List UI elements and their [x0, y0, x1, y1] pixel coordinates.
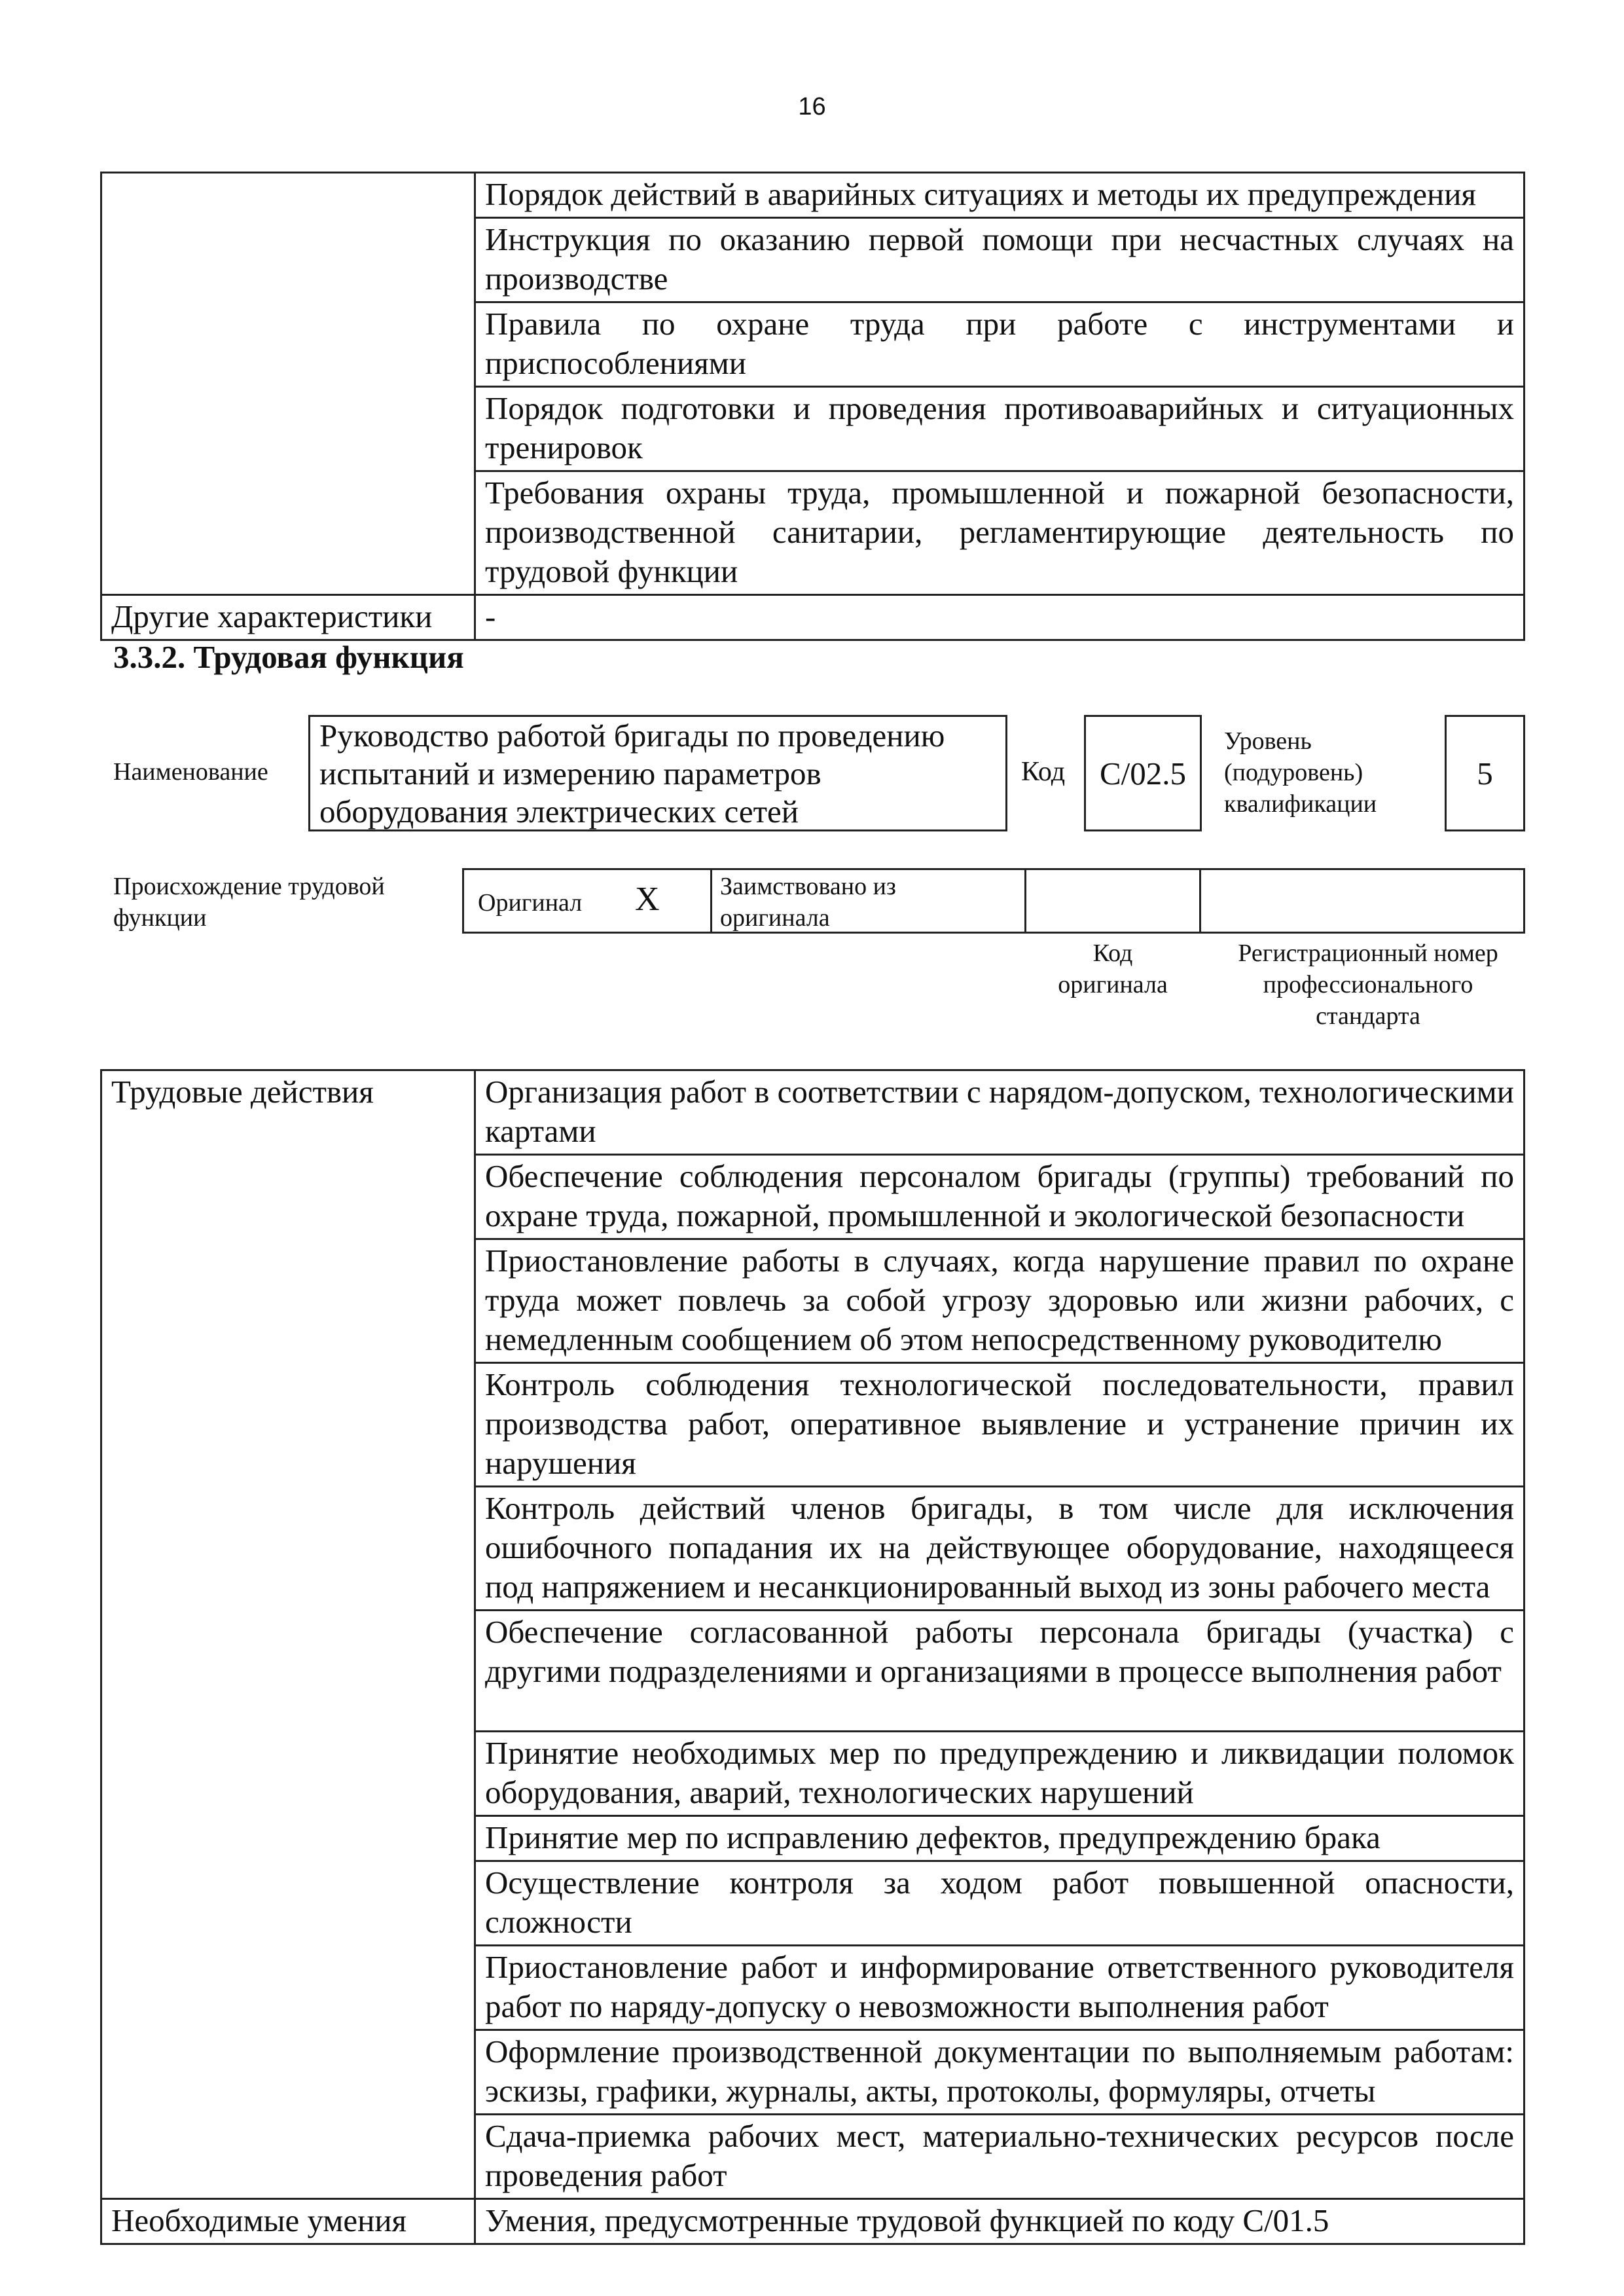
table-row: Оформление производственной документации по выполняемым работам: эскизы, графики, журналы, акты, протоколы, формуляры, отчеты [475, 2030, 1525, 2115]
code-label: Код [1021, 757, 1066, 787]
table-row: Порядок действий в аварийных ситуациях и методы их предупреждения [475, 173, 1525, 218]
actions-label: Трудовые действия [101, 1070, 475, 2199]
page-number: 16 [798, 93, 826, 120]
table-row: Инструкция по оказанию первой помощи при несчастных случаях на производстве [475, 218, 1525, 302]
origin-divider [710, 868, 712, 934]
reg-number-caption: Регистрационный номер профессионального стандарта [1238, 939, 1498, 1030]
table-row: Требования охраны труда, промышленной и пожарной безопасности, производственной санитарии, регламентирующие деятельность по трудовой функции [475, 471, 1525, 595]
other-characteristics-value: - [475, 595, 1525, 640]
origin-divider [1024, 868, 1026, 934]
function-name-value: Руководство работой бригады по проведению испытаний и измерению параметров оборудования электрических сетей [319, 718, 945, 829]
name-label: Наименование [113, 758, 268, 786]
labor-actions-table [100, 1069, 1525, 2245]
table-row: Порядок подготовки и проведения противоаварийных и ситуационных тренировок [475, 387, 1525, 471]
skills-value: Умения, предусмотренные трудовой функцией по коду С/01.5 [475, 2199, 1525, 2244]
table-row: Контроль действий членов бригады, в том числе для исключения ошибочного попадания их на действующее оборудование, находящееся под напряжением и несанкционированный выход из зоны рабочего места [475, 1487, 1525, 1611]
table-row: Контроль соблюдения технологической последовательности, правил производства работ, оперативное выявление и устранение причин их нарушения [475, 1363, 1525, 1487]
knowledge-table-continuation [100, 172, 1525, 641]
table-row: Приостановление работ и информирование ответственного руководителя работ по наряду-допуску о невозможности выполнения работ [475, 1946, 1525, 2030]
function-name-box [308, 715, 1007, 831]
table-row: Правила по охране труда при работе с инструментами и приспособлениями [475, 302, 1525, 387]
table-row: Обеспечение соблюдения персоналом бригады (группы) требований по охране труда, пожарной, промышленной и экологической безопасности [475, 1155, 1525, 1239]
table-row: Организация работ в соответствии с нарядом-допуском, технологическими картами [475, 1070, 1525, 1155]
table-row: Обеспечение согласованной работы персонала бригады (участка) с другими подразделениями и организациями в процессе выполнения работ [475, 1611, 1525, 1732]
skills-label: Необходимые умения [101, 2199, 475, 2244]
table-row: Приостановление работы в случаях, когда нарушение правил по охране труда может повлечь за собой угрозу здоровью или жизни рабочих, с немедленным сообщением об этом непосредственному руководителю [475, 1239, 1525, 1363]
table-row: Осуществление контроля за ходом работ повышенной опасности, сложности [475, 1861, 1525, 1946]
section-title: 3.3.2. Трудовая функция [113, 639, 464, 675]
code-value: С/02.5 [1084, 715, 1202, 831]
code-original-caption: Код оригинала [1058, 939, 1168, 998]
origin-divider [1199, 868, 1201, 934]
original-mark: X [635, 881, 660, 918]
table-row: Принятие необходимых мер по предупреждению и ликвидации поломок оборудования, аварий, технологических нарушений [475, 1732, 1525, 1816]
table-row: Принятие мер по исправлению дефектов, предупреждению брака [475, 1816, 1525, 1861]
borrowed-label: Заимствовано из оригинала [720, 873, 896, 932]
level-value: 5 [1445, 715, 1525, 831]
level-label: Уровень (подуровень) квалификации [1224, 727, 1377, 818]
table-row: Сдача-приемка рабочих мест, материально-технических ресурсов после проведения работ [475, 2115, 1525, 2199]
other-characteristics-label: Другие характеристики [101, 595, 475, 640]
original-label: Оригинал [478, 889, 583, 917]
origin-label: Происхождение трудовой функции [113, 873, 385, 932]
empty-label-cell [101, 173, 475, 595]
